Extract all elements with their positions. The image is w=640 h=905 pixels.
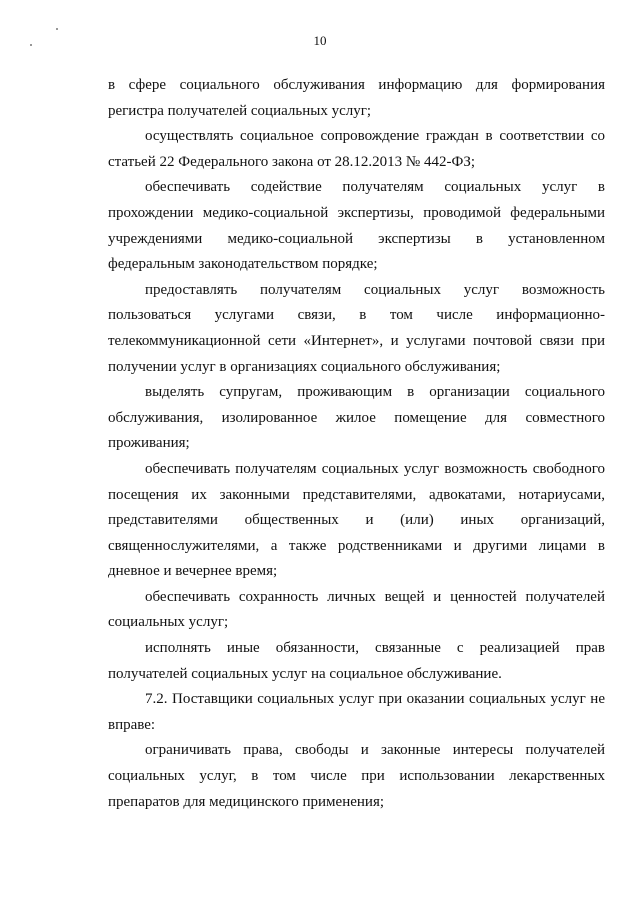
paragraph: обеспечивать содействие получателям социальных услуг в прохождении медико-социальной экспертизы, проводимой федеральными учреждениями медико-социальной экспертизы в установленном федеральным законодательством порядке; <box>108 179 605 273</box>
paragraph: выделять супругам, проживающим в организации социального обслуживания, изолированное жилое помещение для совместного проживания; <box>108 384 605 452</box>
page-number: 10 <box>313 33 327 48</box>
paragraph: в сфере социального обслуживания информацию для формирования регистра получателей социальных услуг; <box>108 77 605 119</box>
scan-speck <box>56 28 58 30</box>
paragraph: исполнять иные обязанности, связанные с реализацией прав получателей социальных услуг на социальное обслуживание. <box>108 640 605 682</box>
paragraph: ограничивать права, свободы и законные интересы получателей социальных услуг, в том числе при использовании лекарственных препаратов для медицинского применения; <box>108 742 605 810</box>
paragraph: предоставлять получателям социальных услуг возможность пользоваться услугами связи, в том числе информационно-телекоммуникационной сети «Интернет», и услугами почтовой связи при получении услуг в организациях социального обслуживания; <box>108 281 605 375</box>
paragraph: обеспечивать получателям социальных услуг возможность свободного посещения их законными представителями, адвокатами, нотариусами, представителями общественных и (или) иных организаций, священнослужителями, а также родственниками и другими лицами в дневное и вечернее время; <box>108 460 605 580</box>
body-text <box>108 73 605 815</box>
scan-speck <box>30 44 32 46</box>
paragraph: 7.2. Поставщики социальных услуг при оказании социальных услуг не вправе: <box>108 691 605 733</box>
paragraph: осуществлять социальное сопровождение граждан в соответствии со статьей 22 Федерального закона от 28.12.2013 № 442-ФЗ; <box>108 128 605 170</box>
paragraph: обеспечивать сохранность личных вещей и ценностей получателей социальных услуг; <box>108 588 605 631</box>
